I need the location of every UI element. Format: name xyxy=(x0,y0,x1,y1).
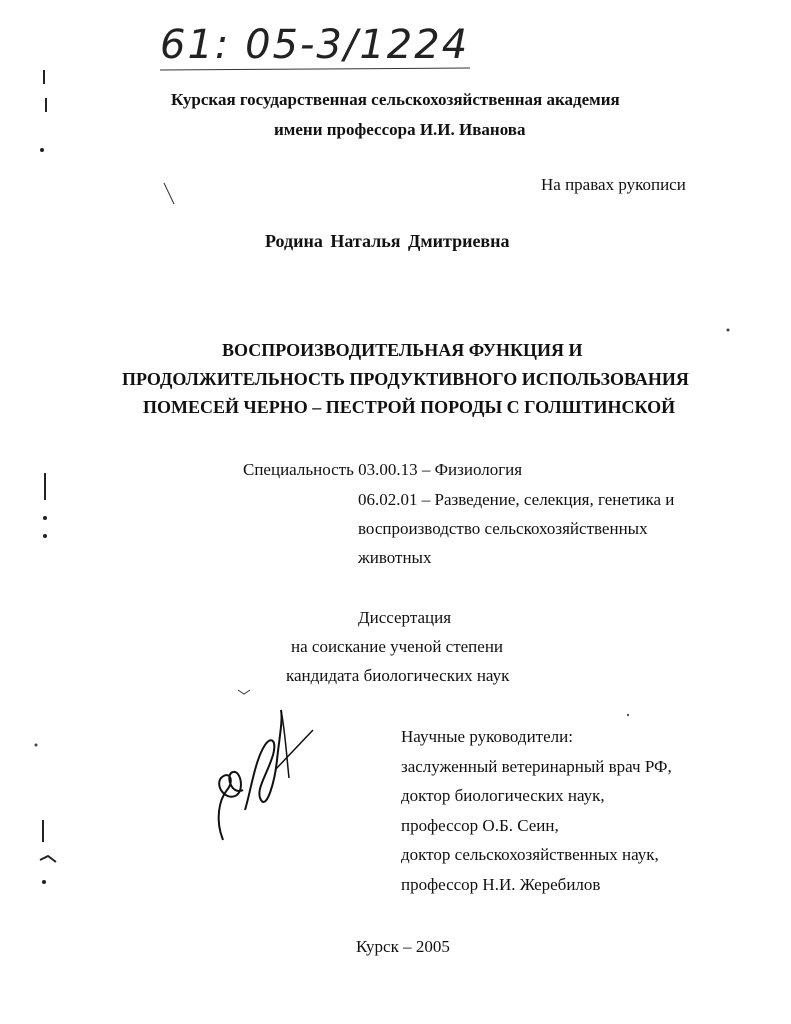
dissertation-line-3: кандидата биологических наук xyxy=(286,666,510,685)
scan-speck xyxy=(43,534,47,538)
supervisor-line-1: заслуженный ветеринарный врач РФ, xyxy=(401,757,672,776)
handwritten-signature xyxy=(205,700,320,845)
scan-speck xyxy=(42,880,46,884)
institution-line-2: имени профессора И.И. Иванова xyxy=(274,120,526,139)
scan-speck xyxy=(627,714,629,716)
supervisors-heading: Научные руководители: xyxy=(401,727,573,746)
institution-line-1: Курская государственная сельскохозяйственная академия xyxy=(171,90,620,109)
scan-speck xyxy=(164,183,174,204)
specialty-line-3: воспроизводство сельскохозяйственных xyxy=(358,519,648,538)
specialty-line-2: 06.02.01 – Разведение, селекция, генетика и xyxy=(358,490,675,509)
dissertation-line-1: Диссертация xyxy=(358,608,452,627)
specialty-line-4: животных xyxy=(358,548,432,567)
handwritten-underline xyxy=(160,68,470,70)
author-name: Родина Наталья Дмитриевна xyxy=(265,231,510,251)
scan-speck xyxy=(43,516,47,520)
scan-speck xyxy=(35,744,38,747)
supervisor-line-2: доктор биологических наук, xyxy=(401,786,605,805)
city-year: Курск – 2005 xyxy=(356,937,450,956)
scan-speck xyxy=(40,148,44,152)
scan-speck xyxy=(727,329,730,332)
handwritten-catalog-code: 61: 05-3/1224 xyxy=(160,22,470,68)
supervisor-line-5: профессор Н.И. Жеребилов xyxy=(401,875,601,894)
specialty-line-1: Специальность 03.00.13 – Физиология xyxy=(243,460,523,479)
scan-speck xyxy=(238,690,250,694)
supervisor-line-3: профессор О.Б. Сеин, xyxy=(401,816,559,835)
title-line-2: ПРОДОЛЖИТЕЛЬНОСТЬ ПРОДУКТИВНОГО ИСПОЛЬЗОВАНИЯ xyxy=(122,369,689,389)
supervisor-line-4: доктор сельскохозяйственных наук, xyxy=(401,845,659,864)
scan-speck xyxy=(40,856,56,862)
dissertation-line-2: на соискание ученой степени xyxy=(291,637,504,656)
title-line-3: ПОМЕСЕЙ ЧЕРНО – ПЕСТРОЙ ПОРОДЫ С ГОЛШТИНСКОЙ xyxy=(143,397,676,417)
title-line-1: ВОСПРОИЗВОДИТЕЛЬНАЯ ФУНКЦИЯ И xyxy=(222,340,583,360)
manuscript-rights: На правах рукописи xyxy=(541,175,686,194)
